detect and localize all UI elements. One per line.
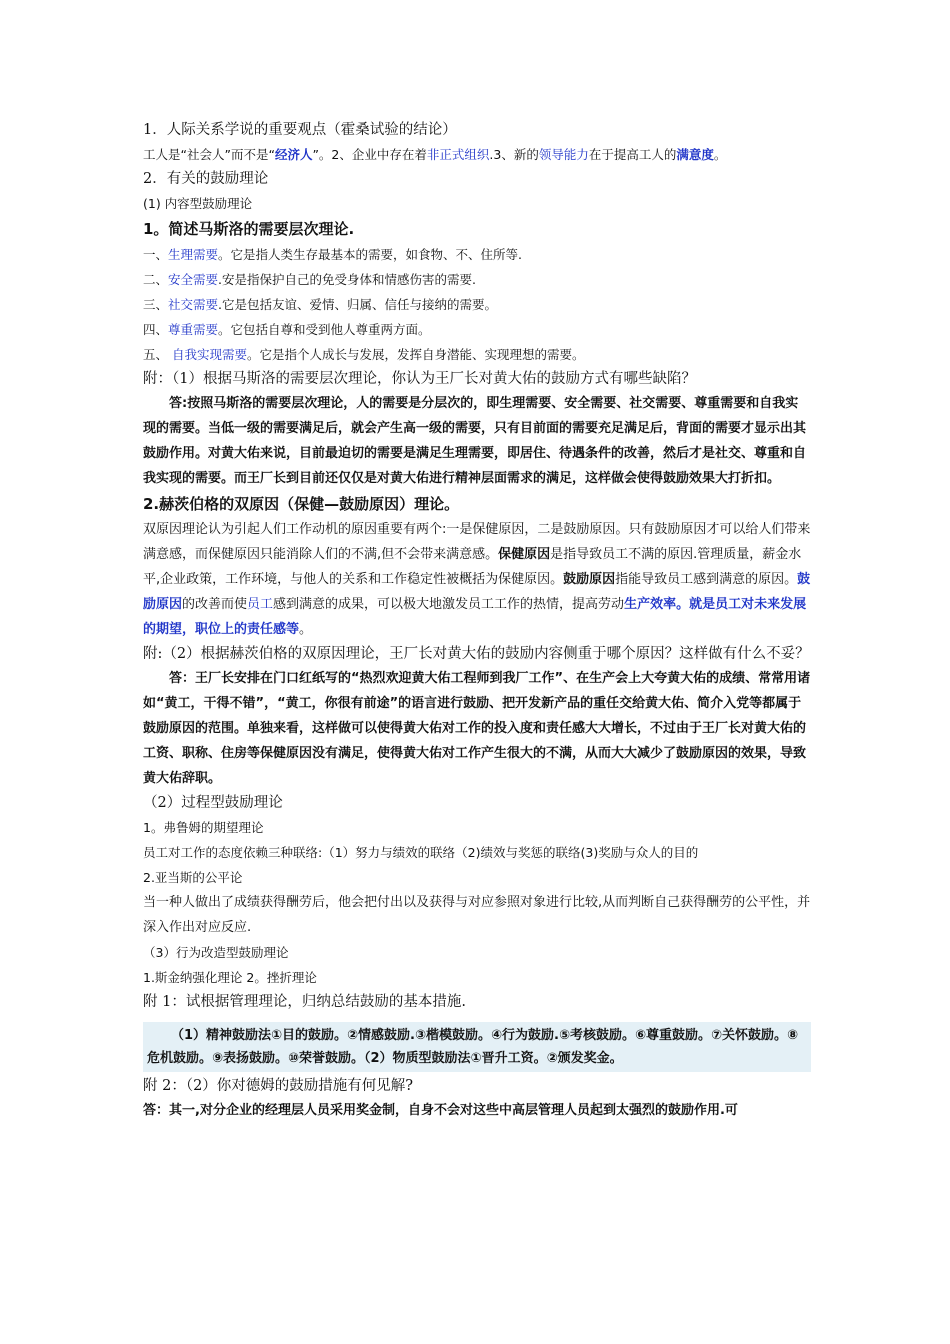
herzberg-body bbox=[143, 517, 811, 642]
need-index: 五、 bbox=[143, 347, 172, 362]
need-desc: .它是包括友谊、爱情、归属、信任与接纳的需要。 bbox=[218, 297, 498, 312]
herzberg-title: 2.赫茨伯格的双原因（保健—鼓励原因）理论。 bbox=[143, 495, 460, 513]
vroom-body: 员工对工作的态度依赖三种联络:（1）努力与绩效的联络（2)绩效与奖惩的联络(3)奖励与众人的目的 bbox=[143, 845, 699, 860]
text-run: .3、新的 bbox=[489, 147, 539, 162]
need-item bbox=[143, 342, 811, 367]
term-informal-org: 非正式组织 bbox=[426, 147, 490, 162]
term-motivator: 鼓励原因 bbox=[563, 572, 616, 587]
need-index: 一、 bbox=[143, 247, 169, 262]
term-economic-man: 经济人 bbox=[274, 147, 313, 162]
text-run: 感到满意的成果，可以极大地激发员工工作的热情，提高劳动 bbox=[273, 597, 625, 612]
need-term: 安全需要 bbox=[168, 272, 219, 287]
document-page bbox=[143, 118, 811, 1123]
subsection-process-type: （2）过程型鼓励理论 bbox=[143, 795, 283, 811]
text-run: 。 bbox=[299, 622, 313, 637]
section-1-title: 1．人际关系学说的重要观点（霍桑试验的结论） bbox=[143, 122, 457, 138]
subsection-content-type: (1) 内容型鼓励理论 bbox=[143, 196, 253, 211]
text-run: 是指导致员工不满的原因.管理质量，薪金水平,企业政策，工作环境，与他人的关系和工作稳定性被概括为保健原因。 bbox=[143, 547, 802, 587]
need-item bbox=[143, 317, 811, 342]
subsection-behavior-type: （3）行为改造型鼓励理论 bbox=[143, 945, 289, 960]
term-satisfaction: 满意度 bbox=[676, 147, 714, 162]
need-desc: 。它是指个人成长与发展，发挥自身潜能、实现理想的需要。 bbox=[247, 347, 585, 362]
text-run: 。就是员工对未来发展的期望，职位上的责任感等 bbox=[143, 597, 807, 637]
need-desc: 。它是指人类生存最基本的需要，如食物、不、住所等. bbox=[218, 247, 523, 262]
answer-3-highlight: （1）精神鼓励法①目的鼓励。②情感鼓励.③楷模鼓励。④行为鼓励.⑤考核鼓励。⑥尊重鼓励。⑦关怀鼓励。⑧危机鼓励。⑨表扬鼓励。⑩荣誉鼓励。（2）物质型鼓励法①晋升工资。②颁发奖金。 bbox=[143, 1022, 811, 1072]
text-run: 。 bbox=[713, 147, 727, 162]
need-item bbox=[143, 267, 811, 292]
term-hygiene: 保健原因 bbox=[498, 547, 551, 562]
section-1-body bbox=[143, 142, 811, 167]
need-item bbox=[143, 242, 811, 267]
maslow-title: 1。简述马斯洛的需要层次理论. bbox=[143, 220, 355, 238]
text-run: 指能导致员工感到满意的原因。 bbox=[615, 572, 798, 587]
need-item bbox=[143, 292, 811, 317]
skinner-line: 1.斯金纳强化理论 2。挫折理论 bbox=[143, 970, 317, 985]
text-run: 工人是“社会人”而不是“ bbox=[143, 147, 275, 162]
need-index: 四、 bbox=[143, 322, 169, 337]
term-productivity: 生产效率 bbox=[624, 597, 677, 612]
need-index: 二、 bbox=[143, 272, 169, 287]
question-2: 附:（2）根据赫茨伯格的双原因理论，王厂长对黄大佑的鼓励内容侧重于哪个原因？这样做有什么不妥？ bbox=[143, 646, 810, 662]
need-term: 尊重需要 bbox=[168, 322, 219, 337]
answer-1: 答:按照马斯洛的需要层次理论，人的需要是分层次的，即生理需要、安全需要、社交需要、尊重需要和自我实现的需要。当低一级的需要满足后，就会产生高一级的需要，只有目前面的需要充足满足后，背面的需要才显示出其鼓励作用。对黄大佑来说，目前最迫切的需要是满足生理需要，即居住、待遇条件的改善，然后才是社交、尊重和自我实现的需要。而王厂长到目前还仅仅是对黄大佑进行精神层面需求的满足，这样做会使得鼓励效果大打折扣。 bbox=[143, 396, 807, 486]
adams-title: 2.亚当斯的公平论 bbox=[143, 870, 243, 885]
need-term: 自我实现需要 bbox=[171, 347, 247, 362]
answer-2: 答：王厂长安排在门口红纸写的“热烈欢迎黄大佑工程师到我厂工作”、在生产会上大夸黄大佑的成绩、常常用诸如“黄工，干得不错”，“黄工，你很有前途”的语言进行鼓励、把开发新产品的重任交给黄大佑、简介入党等都属于鼓励原因的范围。单独来看，这样做可以使得黄大佑对工作的投入度和责任感大大增长，不过由于王厂长对黄大佑的工资、职称、住房等保健原因没有满足，使得黄大佑对工作产生很大的不满，从而大大减少了鼓励原因的效果，导致黄大佑辞职。 bbox=[143, 671, 811, 786]
adams-body: 当一种人做出了成绩获得酬劳后，他会把付出以及获得与对应参照对象进行比较,从而判断自己获得酬劳的公平性，并深入作出对应反应. bbox=[143, 895, 811, 935]
need-index: 三、 bbox=[143, 297, 169, 312]
term-motivator: 鼓励原因 bbox=[143, 572, 811, 612]
term-employee: 员工 bbox=[247, 597, 274, 612]
need-desc: 。它包括自尊和受到他人尊重两方面。 bbox=[218, 322, 431, 337]
text-run: 的改善而使 bbox=[182, 597, 248, 612]
need-term: 社交需要 bbox=[168, 297, 219, 312]
answer-4: 答：其一,对分企业的经理层人员采用奖金制，自身不会对这些中高层管理人员起到太强烈的鼓励作用.可 bbox=[143, 1103, 738, 1118]
section-2-title: 2．有关的鼓励理论 bbox=[143, 171, 269, 187]
question-3: 附 1：试根据管理理论，归纳总结鼓励的基本措施. bbox=[143, 994, 466, 1010]
text-run: ”。2、企业中存在着 bbox=[312, 147, 427, 162]
term-leadership: 领导能力 bbox=[538, 147, 589, 162]
need-desc: .安是指保护自己的免受身体和情感伤害的需要. bbox=[218, 272, 476, 287]
text-run: 双原因理论认为引起人们工作动机的原因重要有两个:一是保健原因，二是鼓励原因。只有鼓励原因才可以给人们带来满意感，而保健原因只能消除人们的不满,但不会带来满意感。 bbox=[143, 522, 811, 562]
question-1: 附：（1）根据马斯洛的需要层次理论，你认为王厂长对黄大佑的鼓励方式有哪些缺陷？ bbox=[143, 371, 696, 387]
text-run: 在于提高工人的 bbox=[588, 147, 677, 162]
vroom-title: 1。弗鲁姆的期望理论 bbox=[143, 820, 264, 835]
question-4: 附 2：（2）你对德姆的鼓励措施有何见解? bbox=[143, 1078, 414, 1094]
need-term: 生理需要 bbox=[168, 247, 219, 262]
